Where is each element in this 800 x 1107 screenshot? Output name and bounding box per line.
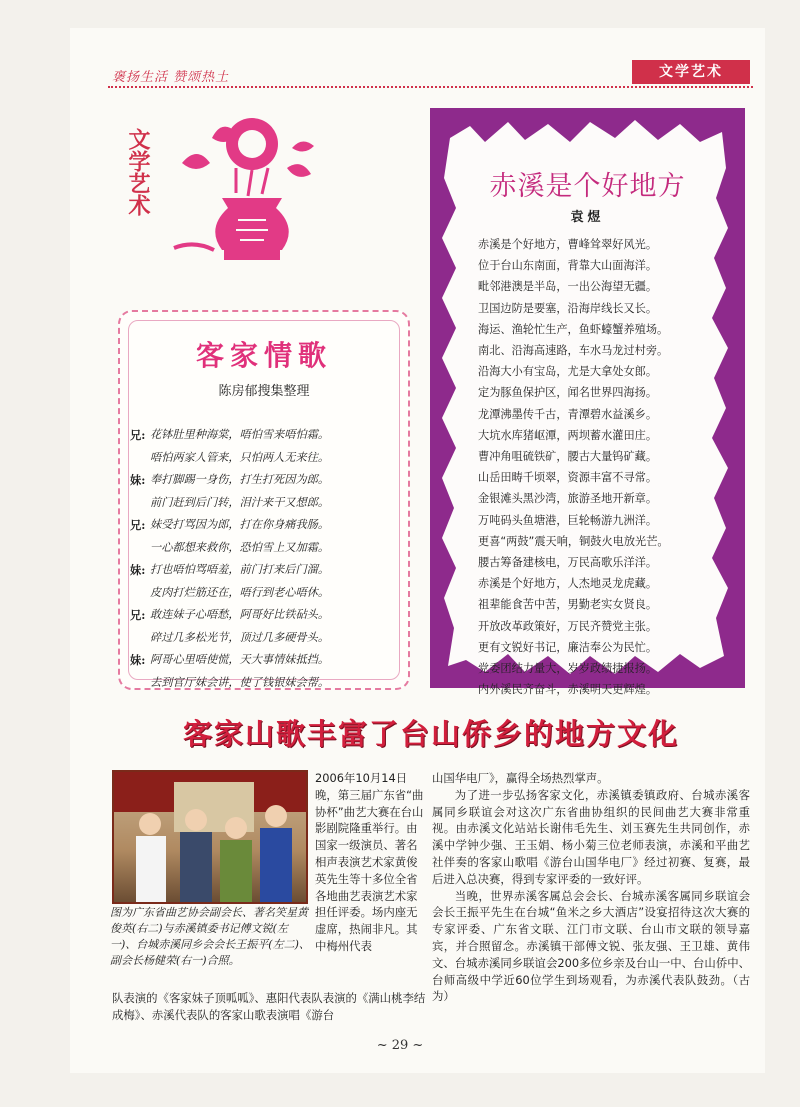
hakka-line: [130, 537, 402, 560]
poem-line: 龙潭沸墨传千古，青潭碧水益溪乡。: [478, 407, 658, 421]
poem-line: 开放改革政策好，万民齐赞党主张。: [478, 619, 658, 633]
article-paragraph: 当晚，世界赤溪客属总会会长、台城赤溪客属同乡联谊会会长王振平先生在台城“鱼米之乡大酒店”设宴招待这次大赛的专家评委、广东省文联、江门市文联、台山市文联的领导嘉宾，并合照留念。赤溪镇干部傅文锐、张友强、王卫雄、黄伟文、台城赤溪同乡联谊会200多位乡亲及台山一中、台山侨中、台师高级中学近60位学生到场观看，为赤溪代表队鼓劲。（古为）: [432, 888, 750, 1004]
article-paragraph: 为了进一步弘扬客家文化，赤溪镇委镇政府、台城赤溪客属同乡联谊会对这次广东省曲协组织的民间曲艺大赛非常重视。由赤溪文化站站长谢伟毛先生、刘玉赛先生共同创作，赤溪中学钟少强、王玉娟、杨小菊三位老师表演，赤溪和平曲艺社伴奏的客家山歌唱《游台山国华电厂》经过初赛、复赛，最后进入总决赛，得到专家评委的一致好评。: [432, 787, 750, 886]
hakka-speaker: [130, 492, 150, 515]
poem-line: 祖辈能食苦中苦，男勤老实女贤良。: [478, 598, 658, 612]
poem-line: 沿海大小有宝岛，尤是大拿处女郎。: [478, 365, 658, 379]
poem-line: 更有文锐好书记，廉洁奉公为民忙。: [478, 640, 658, 654]
article-column-middle: 2006年10月14日晚，第三届广东省“曲协杯”曲艺大赛在台山影剧院隆重举行。由国家一级演员、著名相声表演艺术家黄俊英先生等十多位全省各地曲艺表演艺术家担任评委。场内座无虚席，热闹非凡。其中梅州代表: [315, 771, 424, 953]
vase-papercut-illustration: [152, 108, 322, 268]
poem-line: 位于台山东南面，背靠大山面海洋。: [478, 259, 658, 273]
poem-line: 金银滩头黑沙湾，旅游圣地开新章。: [478, 492, 658, 506]
hakka-line: [130, 604, 402, 627]
poem-line: 腰古筹备建核电，万民高歌乐洋洋。: [478, 556, 658, 570]
poem-line: 海运、渔轮忙生产，鱼虾蠔蟹养殖场。: [478, 322, 669, 336]
hakka-text: 妹受打骂因为郎，打在你身痛我肠。: [150, 518, 330, 531]
poem-line: 内外溪民齐奋斗，赤溪明天更辉煌。: [478, 683, 658, 697]
hakka-speaker: 妹:: [130, 473, 146, 487]
poem-line: 曹冲角咀硫铁矿，腰古大量钨矿藏。: [478, 450, 658, 464]
hakka-text: 一心都想来救你，恐怕雪上又加霜。: [150, 540, 330, 554]
hakka-text: 奉打脚踢一身伤，打生打死因为郎。: [150, 473, 330, 486]
poem-line: 赤溪是个好地方，曹峰耸翠好风光。: [478, 238, 658, 251]
poem-line: 卫国边防是要塞，沿海岸线长又长。: [478, 301, 658, 315]
poem-lines: [478, 234, 718, 700]
photo-caption: 图为广东省曲艺协会副会长、著名笑星黄俊英(右二)与赤溪镇委书记傅文锐(左一)、台城赤溪同乡会会长王振平(左二)、副会长杨健荣(右一)合照。: [110, 906, 310, 967]
hakka-speaker: 妹:: [130, 563, 146, 577]
hakka-speaker: 兄:: [130, 608, 146, 622]
poem-line: 万吨码头鱼塘港，巨轮畅游九洲洋。: [478, 513, 658, 527]
poem-title: 赤溪是个好地方: [489, 171, 686, 202]
poem-line: 南北、沿海高速路，车水马龙过村旁。: [478, 344, 669, 358]
page-number: ~ 29 ~: [376, 1038, 424, 1053]
hakka-text: 去到官厅妹会讲，使了钱银妹会帮。: [150, 675, 330, 689]
hakka-text: 前门赶到后门转，泪汁来干又想郎。: [150, 495, 330, 509]
poem-line: 定为豚鱼保护区，闻名世界四海扬。: [478, 386, 658, 400]
hakka-speaker: 兄:: [130, 518, 146, 532]
header-divider: [108, 86, 753, 88]
poem-line: 大坑水库猪岖潭，两坝蓄水灌田庄。: [478, 428, 658, 442]
article-column-right: [432, 770, 750, 1005]
hakka-text: 敢连妹子心唔愁，阿哥好比铁砧头。: [150, 608, 330, 621]
hakka-line: [130, 424, 402, 447]
hakka-line: [130, 514, 402, 537]
hakka-song-credit: 陈房郁搜集整理: [218, 384, 310, 399]
hakka-speaker: [130, 447, 150, 470]
hakka-text: 碎过几多松光节，顶过几多硬骨头。: [150, 630, 330, 644]
article-paragraph: 山国华电厂》，赢得全场热烈掌声。: [432, 771, 609, 785]
article-column-bottom: 队表演的《客家妹子顶呱呱》、惠阳代表队表演的《满山桃李结成梅》、赤溪代表队的客家山歌表演唱《游台: [112, 991, 426, 1022]
hakka-love-song-box: [118, 310, 410, 690]
poem-line: 党委团结力量大，岁岁政绩捷报扬。: [478, 662, 658, 676]
group-photo: [112, 770, 308, 904]
poem-line: 赤溪是个好地方，人杰地灵龙虎藏。: [478, 577, 658, 591]
hakka-song-lines: [130, 424, 402, 694]
hakka-line: [130, 649, 402, 672]
hakka-speaker: 妹:: [130, 653, 146, 667]
group-photo-illustration: [114, 772, 308, 904]
hakka-speaker: [130, 627, 150, 650]
poem-author: 袁煜: [570, 210, 605, 225]
hakka-text: 花钵肚里种海棠，唔怕雪来唔怕霜。: [150, 428, 330, 441]
hakka-line: [130, 627, 402, 650]
hakka-speaker: [130, 672, 150, 695]
hakka-speaker: 兄:: [130, 428, 146, 442]
section-tag: 文学艺术: [632, 60, 750, 84]
hakka-song-title: 客家情歌: [195, 339, 332, 372]
hakka-speaker: [130, 582, 150, 605]
hakka-line: [130, 447, 402, 470]
poem-line: 山岳田畴千顷翠，资源丰富不寻常。: [478, 471, 658, 485]
hakka-text: 阿哥心里唔使慌，天大事情妹抵挡。: [150, 653, 330, 666]
poem-line: 毗邻港澳是半岛，一出公海望无疆。: [478, 280, 658, 294]
section-vertical-text: 文学艺术: [125, 128, 151, 216]
hakka-line: [130, 492, 402, 515]
hakka-text: 皮肉打烂筋还在，唔行到老心唔休。: [150, 585, 330, 599]
hakka-speaker: [130, 537, 150, 560]
header-slogan: 褒扬生活 赞颂热土: [112, 70, 230, 85]
section-vertical-label: [124, 128, 150, 223]
poem-line: 更喜“两鼓”震天响，铜鼓火电放光芒。: [478, 534, 669, 548]
hakka-line: [130, 672, 402, 695]
hakka-line: [130, 582, 402, 605]
hakka-line: [130, 469, 402, 492]
hakka-text: 打也唔怕骂唔羞，前门打来后门溜。: [150, 563, 330, 576]
poem-purple-frame: [430, 108, 745, 697]
article-title: 客家山歌丰富了台山侨乡的地方文化: [182, 717, 679, 751]
hakka-line: [130, 559, 402, 582]
hakka-text: 唔怕两家人管来，只怕两人无来往。: [150, 450, 330, 464]
